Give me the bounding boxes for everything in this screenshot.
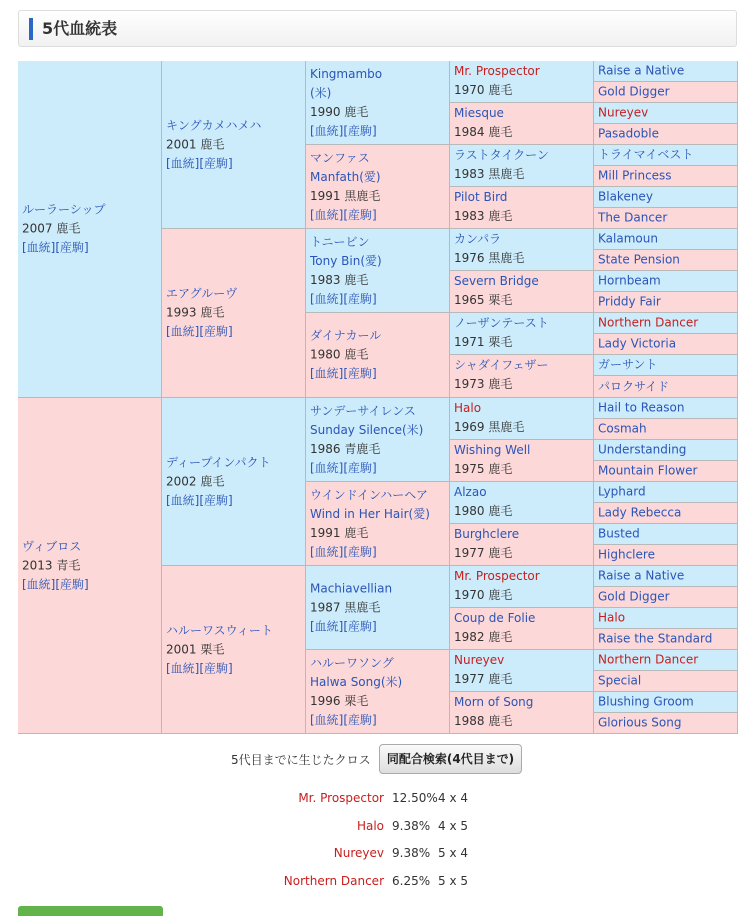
horse-info: 1983 鹿毛 (454, 209, 513, 223)
pedigree-offspring-links[interactable]: [血統][産駒] (310, 366, 377, 381)
horse-info: 1991 黒鹿毛 (310, 188, 381, 203)
cross-row (0, 871, 756, 891)
pedigree-cell-g5 (594, 524, 738, 545)
pedigree-offspring-links[interactable]: [血統][産駒] (22, 577, 89, 591)
horse-name-link[interactable]: Mr. Prospector (454, 64, 540, 78)
horse-name-link[interactable]: ノーザンテースト (454, 316, 549, 330)
same-mating-search-button[interactable]: 同配合検索(4代目まで) (379, 744, 522, 774)
pedigree-cell-g4 (450, 229, 594, 271)
pedigree-cell-g5 (594, 82, 738, 103)
horse-name-link[interactable]: サンデーサイレンス (310, 403, 416, 418)
pedigree-cell-g5 (594, 313, 738, 334)
cross-row (0, 788, 756, 808)
pedigree-cell-g3 (306, 398, 450, 482)
horse-name-link[interactable]: Morn of Song (454, 695, 534, 709)
horse-name-link[interactable]: Lady Rebecca (598, 505, 682, 520)
horse-info: 1993 鹿毛 (166, 305, 225, 320)
pedigree-cell-g3 (306, 650, 450, 734)
horse-info: 1983 黒鹿毛 (454, 167, 525, 181)
horse-name-link[interactable]: Priddy Fair (598, 294, 661, 309)
horse-name-link[interactable]: Alzao (454, 485, 487, 499)
cross-horse-link[interactable]: Nureyev (333, 846, 384, 860)
pedigree-cell-g3 (306, 61, 450, 145)
horse-name-link[interactable]: Gold Digger (598, 589, 670, 604)
pedigree-cell-g3 (306, 482, 450, 566)
horse-name-link[interactable]: Northern Dancer (598, 652, 699, 667)
horse-name-link[interactable]: パロクサイド (598, 379, 670, 393)
horse-name-link[interactable]: Coup de Folie (454, 611, 536, 625)
horse-name-link[interactable]: トライマイベスト (598, 147, 694, 162)
pedigree-cell-g5 (594, 692, 738, 713)
horse-name-link[interactable]: ルーラーシップ (22, 202, 106, 217)
cross-horse-link[interactable]: Halo (356, 819, 384, 833)
pedigree-cell-g3 (306, 313, 450, 398)
horse-info: 1991 鹿毛 (310, 525, 369, 540)
pedigree-cell-g4 (450, 187, 594, 229)
horse-name-link[interactable]: Mr. Prospector (454, 569, 540, 583)
horse-info: 1986 青鹿毛 (310, 441, 381, 456)
horse-name-link[interactable]: ラストタイクーン (454, 148, 549, 162)
pedigree-cell-g5 (594, 145, 738, 166)
horse-info: 1965 栗毛 (454, 293, 513, 307)
horse-name-link[interactable]: Gold Digger (598, 84, 670, 99)
pedigree-cell-g5 (594, 103, 738, 124)
cross-generation: 5 x 4 (438, 846, 468, 860)
pedigree-cell-g5 (594, 229, 738, 250)
pedigree-cell-g5 (594, 124, 738, 145)
pedigree-cell-g4 (450, 61, 594, 103)
horse-info: 2013 青毛 (22, 558, 81, 572)
horse-name-link[interactable]: Blakeney (598, 189, 653, 204)
horse-name-link[interactable]: Pasadoble (598, 126, 659, 141)
cross-row (0, 843, 756, 863)
horse-info[interactable]: Tony Bin(愛) (310, 253, 382, 268)
pedigree-offspring-links[interactable]: [血統][産駒] (166, 324, 233, 339)
horse-name-link[interactable]: Lyphard (598, 484, 646, 499)
horse-name-link[interactable]: Nureyev (598, 105, 649, 120)
pedigree-offspring-links[interactable]: [血統][産駒] (310, 207, 377, 222)
pedigree-cell-g5 (594, 61, 738, 82)
pedigree-cell-g4 (450, 524, 594, 566)
cross-percent: 9.38% (392, 846, 431, 860)
pedigree-table (18, 61, 738, 734)
pedigree-cell-g1 (18, 398, 162, 734)
pedigree-cell-g5 (594, 629, 738, 650)
cross-horse-link[interactable]: Mr. Prospector (298, 791, 384, 805)
pedigree-cell-g4 (450, 566, 594, 608)
horse-info: 1976 黒鹿毛 (454, 251, 525, 265)
horse-name-link[interactable]: Mill Princess (598, 168, 672, 183)
pedigree-offspring-links[interactable]: [血統][産駒] (310, 460, 377, 475)
pedigree-offspring-links[interactable]: [血統][産駒] (310, 123, 377, 138)
horse-name-link[interactable]: Highclere (598, 547, 655, 562)
pedigree-cell-g5 (594, 650, 738, 671)
horse-info: 1969 黒鹿毛 (454, 420, 525, 434)
pedigree-offspring-links[interactable]: [血統][産駒] (310, 291, 377, 306)
horse-info[interactable]: Manfath(愛) (310, 169, 381, 184)
horse-name-link[interactable]: Busted (598, 526, 640, 541)
pedigree-cell-g5 (594, 166, 738, 187)
horse-info: 1983 鹿毛 (310, 272, 369, 287)
horse-name-link[interactable]: Halo (454, 401, 482, 415)
pedigree-cell-g2 (162, 229, 306, 398)
pedigree-cell-g2 (162, 61, 306, 229)
pedigree-cell-g5 (594, 608, 738, 629)
horse-name-link[interactable]: Northern Dancer (598, 315, 699, 330)
horse-name-link[interactable]: Special (598, 673, 642, 688)
horse-name-link[interactable]: Raise a Native (598, 63, 685, 78)
pedigree-offspring-links[interactable]: [血統][産駒] (310, 712, 377, 727)
pedigree-offspring-links[interactable]: [血統][産駒] (310, 544, 377, 559)
horse-info: 2007 鹿毛 (22, 221, 81, 236)
horse-name-link[interactable]: Kingmambo (310, 66, 383, 81)
horse-name-link[interactable]: Burghclere (454, 527, 520, 541)
horse-name-link[interactable]: Glorious Song (598, 715, 682, 730)
pedigree-offspring-links[interactable]: [血統][産駒] (166, 156, 233, 170)
horse-name-link[interactable]: Raise a Native (598, 568, 685, 583)
pedigree-cell-g5 (594, 587, 738, 608)
horse-info: 1971 栗毛 (454, 335, 513, 349)
horse-info: 1990 鹿毛 (310, 104, 369, 119)
cross-percent: 12.50% (392, 791, 438, 805)
pedigree-cell-g5 (594, 482, 738, 503)
horse-info[interactable]: Halwa Song(米) (310, 674, 403, 689)
horse-name-link[interactable]: Machiavellian (310, 581, 393, 595)
pedigree-cell-g3 (306, 566, 450, 650)
section-header (18, 10, 737, 47)
pedigree-cell-g4 (450, 271, 594, 313)
pedigree-cell-g4 (450, 145, 594, 187)
pedigree-cell-g4 (450, 103, 594, 145)
horse-name-link[interactable]: Wishing Well (454, 443, 531, 457)
horse-name-link[interactable]: Nureyev (454, 653, 505, 667)
cross-percent: 9.38% (392, 819, 431, 833)
horse-info: 1984 鹿毛 (454, 125, 513, 139)
horse-info[interactable]: (米) (310, 85, 332, 100)
horse-info[interactable]: Sunday Silence(米) (310, 422, 424, 437)
pedigree-cell-g5 (594, 250, 738, 271)
horse-name-link[interactable]: シャダイフェザー (454, 358, 549, 372)
pedigree-cell-g5 (594, 208, 738, 229)
pedigree-cell-g4 (450, 398, 594, 440)
pedigree-offspring-links[interactable]: [血統][産駒] (310, 619, 377, 633)
horse-name-link[interactable]: Pilot Bird (454, 190, 508, 204)
horse-name-link[interactable]: ハルーワソング (310, 655, 394, 670)
pedigree-cell-g5 (594, 503, 738, 524)
horse-name-link[interactable]: State Pension (598, 252, 680, 267)
horse-name-link[interactable]: The Dancer (598, 210, 668, 225)
cross-generation: 4 x 4 (438, 791, 468, 805)
horse-info: 1996 栗毛 (310, 693, 369, 708)
cross-generation: 5 x 5 (438, 874, 468, 888)
pedigree-cell-g2 (162, 398, 306, 566)
pedigree-cell-g5 (594, 271, 738, 292)
horse-info: 2002 鹿毛 (166, 474, 225, 488)
horse-name-link[interactable]: Understanding (598, 442, 687, 457)
horse-info: 1980 鹿毛 (454, 504, 513, 518)
pedigree-cell-g5 (594, 566, 738, 587)
cross-label: 5代目までに生じたクロス (231, 753, 371, 767)
horse-name-link[interactable]: ハルーワスウィート (166, 623, 273, 637)
pedigree-cell-g5 (594, 292, 738, 313)
horse-name-link[interactable]: カンパラ (454, 232, 502, 246)
pedigree-cell-g3 (306, 145, 450, 229)
pedigree-offspring-links[interactable]: [血統][産駒] (166, 661, 233, 675)
horse-name-link[interactable]: ウインドインハーヘア (310, 487, 428, 502)
horse-name-link[interactable]: Raise the Standard (598, 631, 713, 646)
pedigree-offspring-links[interactable]: [血統][産駒] (166, 493, 233, 507)
horse-info: 1987 黒鹿毛 (310, 600, 381, 614)
horse-info: 1980 鹿毛 (310, 347, 369, 362)
pedigree-cell-g3 (306, 229, 450, 313)
pedigree-offspring-links[interactable]: [血統][産駒] (22, 240, 89, 255)
cross-section (0, 744, 756, 776)
horse-info: 1988 鹿毛 (454, 714, 513, 728)
pedigree-cell-g5 (594, 398, 738, 419)
horse-name-link[interactable]: マンファス (310, 150, 370, 165)
horse-info[interactable]: Wind in Her Hair(愛) (310, 506, 430, 521)
horse-info: 2001 栗毛 (166, 642, 225, 656)
pedigree-cell-g4 (450, 313, 594, 355)
pedigree-cell-g2 (162, 566, 306, 734)
pedigree-cell-g4 (450, 355, 594, 398)
pedigree-cell-g5 (594, 187, 738, 208)
pedigree-cell-g4 (450, 482, 594, 524)
pedigree-cell-g4 (450, 650, 594, 692)
horse-name-link[interactable]: ヴィブロス (22, 539, 82, 553)
pedigree-cell-g5 (594, 671, 738, 692)
horse-name-link[interactable]: キングカメハメハ (166, 118, 262, 132)
cross-percent: 6.25% (392, 874, 431, 888)
horse-name-link[interactable]: Miesque (454, 106, 504, 120)
horse-name-link[interactable]: Blushing Groom (598, 694, 694, 709)
pedigree-cell-g5 (594, 355, 738, 376)
green-button-edge[interactable] (18, 906, 163, 916)
pedigree-cell-g5 (594, 440, 738, 461)
horse-name-link[interactable]: ダイナカール (310, 328, 382, 343)
pedigree-cell-g5 (594, 334, 738, 355)
horse-info: 1973 鹿毛 (454, 377, 513, 391)
pedigree-cell-g5 (594, 419, 738, 440)
pedigree-cell-g4 (450, 440, 594, 482)
pedigree-cell-g5 (594, 713, 738, 734)
horse-name-link[interactable]: ディープインパクト (166, 455, 271, 469)
cross-row (0, 816, 756, 836)
horse-name-link[interactable]: Lady Victoria (598, 336, 677, 351)
horse-name-link[interactable]: Halo (598, 610, 626, 625)
horse-info: 1982 鹿毛 (454, 630, 513, 644)
pedigree-cell-g4 (450, 608, 594, 650)
cross-generation: 4 x 5 (438, 819, 468, 833)
horse-name-link[interactable]: ガーサント (598, 357, 658, 372)
horse-name-link[interactable]: エアグルーヴ (166, 286, 238, 301)
horse-info: 1975 鹿毛 (454, 462, 513, 476)
horse-name-link[interactable]: Mountain Flower (598, 463, 698, 478)
horse-name-link[interactable]: トニービン (310, 234, 370, 249)
pedigree-cell-g5 (594, 461, 738, 482)
pedigree-cell-g1 (18, 61, 162, 398)
horse-info: 1977 鹿毛 (454, 672, 513, 686)
pedigree-cell-g5 (594, 545, 738, 566)
horse-name-link[interactable]: Cosmah (598, 421, 647, 436)
header-accent-bar (29, 18, 33, 40)
horse-info: 2001 鹿毛 (166, 137, 225, 151)
cross-horse-link[interactable]: Northern Dancer (283, 874, 384, 888)
horse-name-link[interactable]: Hornbeam (598, 273, 661, 288)
horse-name-link[interactable]: Hail to Reason (598, 400, 685, 415)
horse-info: 1970 鹿毛 (454, 83, 513, 97)
pedigree-cell-g5 (594, 376, 738, 398)
horse-info: 1970 鹿毛 (454, 588, 513, 602)
horse-name-link[interactable]: Kalamoun (598, 231, 658, 246)
horse-info: 1977 鹿毛 (454, 546, 513, 560)
page-title: 5代血統表 (42, 19, 118, 38)
pedigree-cell-g4 (450, 692, 594, 734)
horse-name-link[interactable]: Severn Bridge (454, 274, 539, 288)
